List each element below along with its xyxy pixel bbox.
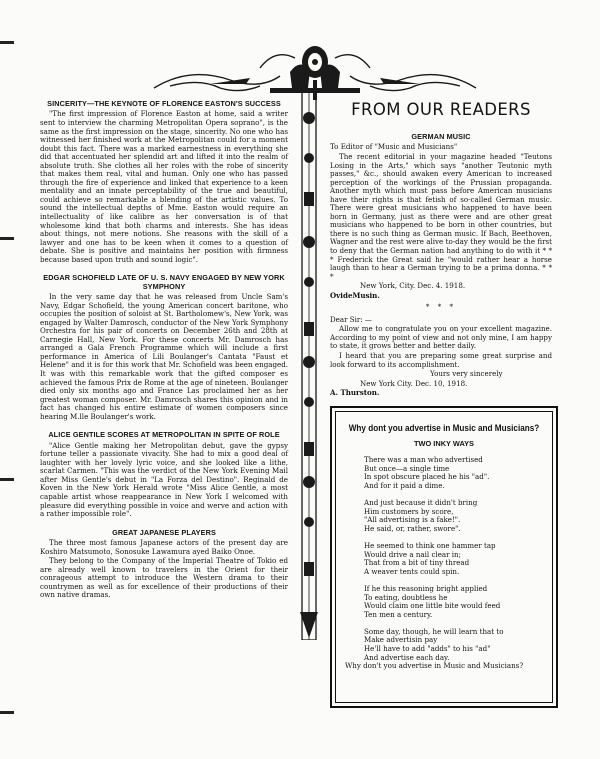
poem-line: A weaver tents could spin. [364, 566, 460, 576]
letter-body: I heard that you are preparing some great surprise and look forward to its accomplishment. [330, 350, 552, 369]
article-title: EDGAR SCHOFIELD LATE OF U. S. NAVY ENGAGED BY NEW YORK SYMPHONY [43, 273, 285, 291]
article-paragraph: The three most famous Japanese actors of the present day are Koshiro Matsumoto, Sonosuke Lawamura ayed Baiko Onoe. [40, 538, 288, 556]
article-title: SINCERITY—THE KEYNOTE OF FLORENCE EASTON'S SUCCESS [47, 99, 281, 108]
separator: * * * [425, 302, 457, 312]
poem-line: Would claim one little bite would feed [364, 601, 501, 611]
column-divider-ornament [296, 92, 322, 640]
poem-line: There was a man who advertised [364, 455, 483, 464]
poem-line: Ten men a century. [364, 609, 433, 619]
article-title: GREAT JAPANESE PLAYERS [112, 527, 216, 537]
poem-line: Him customers by score, [364, 506, 454, 516]
poem-line: But once—a single time [364, 463, 450, 473]
letter-body: Allow me to congratulate you on your excellent magazine. According to my point of view and not only mine, I am happy to state, it grows better and better daily. [330, 324, 552, 351]
article-sincerity [40, 100, 288, 264]
binding-mark [0, 41, 14, 44]
article-paragraph: In the very same day that he was released from Uncle Sam's Navy, Edgar Schofield, the young American concert baritone, who occupies the position of soloist at St. Bartholomew's, New York, was engaged by Walter Damrosch, conductor of the New York Symphony Orchestra for his pair of concerts on December 26th and 28th at Carnegie Hall, New York. For these concerts Mr. Damrosch has arranged a Gala French Programme which will include a first performance in America of Lili Boulanger's Cantata "Faust et Helene" and it is for this work that Mr. Schofield was been engaged. It was with this remarkable work that the gifted composer es achieved the famous Prix de Rome at the age of nineteen. Boulanger died only six months ago and France Las proclaimed her as her greatest woman composer. Mr. Damrosch shares this opinion and in fact has changed his entire estimate of women composers since hearing M.lle Boulanger's work. [40, 292, 288, 421]
poem-line: "All advertising is a fake!". [364, 515, 461, 525]
poem-line: To eating, doubtless he [364, 592, 448, 602]
poem-stanza [364, 499, 552, 533]
poem-line: He'll have to add "adds" to his "ad" [364, 644, 491, 654]
letter-place-date: New York City. Dec. 10, 1918. [360, 378, 468, 388]
letter-signature: A. Thurston. [330, 388, 380, 398]
poem-line: In spot obscure placed he his "ad". [364, 472, 490, 482]
poem-line: Would drive a nail clear in; [364, 549, 461, 559]
article-title: ALICE GENTILE SCORES AT METROPOLITAN IN SPITE OF ROLE [48, 430, 280, 440]
poem-line: Some day, though, he will learn that to [364, 626, 504, 636]
poem-stanza [364, 585, 552, 619]
advertisement-inner-border [335, 411, 553, 703]
article-japanese-players [40, 529, 288, 600]
letter-salutation: Dear Sir: — [330, 314, 373, 324]
right-column [330, 100, 552, 399]
letter-title: GERMAN MUSIC [411, 132, 471, 141]
poem-line: Make advertisin pay [364, 635, 438, 645]
poem-line: And for it paid a dime. [364, 480, 445, 490]
binding-mark [0, 237, 14, 240]
section-banner: FROM OUR READERS [351, 100, 531, 119]
letter-signature: OvideMusin. [330, 290, 380, 300]
poem-line: He seemed to think one hammer tap [364, 540, 496, 550]
article-alice-gentile [40, 431, 288, 518]
poem-stanza [364, 456, 552, 490]
binding-mark [0, 711, 14, 714]
letter-closing: Yours very sincerely [430, 369, 503, 379]
left-column [40, 100, 288, 601]
article-paragraph: They belong to the Company of the Imperial Theatre of Tokio ed are already well known to travelers in the Orient for their conrageous attempt to introduce the Western drama to their countrymen as well as for excellence of their productions of their own native dramas. [40, 556, 288, 600]
article-paragraph: "The first impression of Florence Easton at home, said a writer sent to interview the charming Metropolitan Opera soprano", is the same as the first impression on the stage, sincerity. No one who has witnessed her finished work at the Metropolitan could for a moment doubt this fact. There was a marked earnestness in everything she did that accentuated her splendid art and lifted it into the realm of absolute truth. She clothes all her roles with the robe of sincerity that makes them real, vital and human. Only one who has passed through the fire of experience and linked that experience to a keen mentality and an innate perceptability of the true and beautiful, could achieve so remarkable a blending of the artistic values. To sound the intellectual depths of Mme. Easton would require an intellectuality of like calibre as her conversation is of that wholesome kind that both charms and interests. She has ideas about things, not mere notions. She reasons with the skill of a lawyer and one has to be keen when it comes to a question of debate. She is positive and maintains her position with firmness because based upon truth and sound logic". [40, 109, 288, 264]
poem-line: And just because it didn't bring [364, 497, 478, 507]
poem-line: And advertise each day. [364, 652, 450, 662]
article-schofield [40, 274, 288, 421]
poem [336, 456, 552, 671]
advertisement-box [330, 406, 558, 708]
poem-closing-line: Why don't you advertise in Music and Musicians? [345, 661, 524, 671]
poem-stanza [345, 626, 552, 671]
binding-mark [0, 478, 14, 481]
poem-line: He said, or, rather, swore". [364, 523, 461, 533]
letter-body: The recent editorial in your magazine headed "Teutons Losing in the Arts," which says "another Teutonic myth passes," &c., should awaken every American to increased perception of the workings of the Prussian propaganda. Another myth which must pass before American musicians have their rights is that fetish of so-called German music. There were great musicians who happened to have been born in Germany, just as there were and are other great musicians who happened to be born in other countries, but there is no such thing as German music. If Bach, Beethoven, Wagner and the rest were alive to-day they would be the first to deny that the German nation had anything to do with it * * * Frederick the Great said he "would rather hear a horse laugh than to hear a German trying to be a prima donna. * * * [330, 151, 552, 281]
poem-stanza [364, 542, 552, 576]
letter-salutation: To Editor of "Music and Musicians" [330, 142, 458, 152]
letter-place-date: New York, City. Dec. 4. 1918. [360, 281, 466, 291]
poem-line: That from a bit of tiny thread [364, 558, 470, 568]
letter-german-music [330, 133, 552, 398]
advertisement-title: Why dont you advertise in Music and Musicians? [348, 423, 540, 433]
poem-line: If he this reasoning bright applied [364, 583, 488, 593]
poem-title: TWO INKY WAYS [414, 439, 474, 448]
article-paragraph: "Alice Gentle making her Metropolitan debut, gave the gypsy fortune teller a passionate vivacity. She had to mix a good deal of laughter with her lovely lyric voice, and she looked like a lithe, scarlat Carmen. "This was the verdict of the New York Evening Mail after Miss Gentle's debut in "La Forza del Destino". Reginald de Koven in the New York Herald wrote "Miss Alice Gentle, a most capable artist whose reappearance in New York I welcomed with pleasure did everything possible in voice and werve and action with a rather impossible role". [40, 440, 288, 519]
header-ornament [150, 28, 480, 100]
